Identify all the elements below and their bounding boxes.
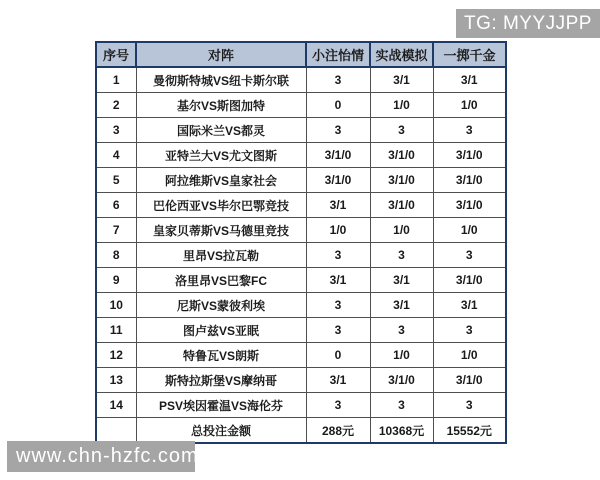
- cell-matchup: 皇家贝蒂斯VS马德里竞技: [136, 218, 306, 243]
- cell-big-bet: 3/1: [433, 67, 506, 93]
- cell-small-bet: 0: [306, 343, 370, 368]
- cell-index: 14: [96, 393, 136, 418]
- cell-matchup: 国际米兰VS都灵: [136, 118, 306, 143]
- cell-simulation: 3: [370, 243, 433, 268]
- table-row: [96, 243, 506, 268]
- cell-matchup: 尼斯VS蒙彼利埃: [136, 293, 306, 318]
- cell-small-bet: 3: [306, 243, 370, 268]
- cell-big-bet: 3/1: [433, 293, 506, 318]
- table-row: [96, 143, 506, 168]
- header-row: [96, 42, 506, 67]
- cell-index: 11: [96, 318, 136, 343]
- cell-matchup: 洛里昂VS巴黎FC: [136, 268, 306, 293]
- cell-index: 10: [96, 293, 136, 318]
- cell-simulation: 3/1/0: [370, 168, 433, 193]
- cell-matchup: 基尔VS斯图加特: [136, 93, 306, 118]
- cell-big-bet: 3/1/0: [433, 143, 506, 168]
- cell-index: 3: [96, 118, 136, 143]
- cell-big-bet: 3: [433, 243, 506, 268]
- header-big-bet: 一掷千金: [433, 42, 506, 67]
- cell-simulation: 1/0: [370, 218, 433, 243]
- table-row: [96, 118, 506, 143]
- cell-small-bet: 3/1/0: [306, 143, 370, 168]
- tg-watermark: TG: MYYJJPP: [456, 9, 600, 38]
- match-table-footer: [96, 418, 506, 444]
- totals-big-bet: 15552元: [433, 418, 506, 444]
- cell-simulation: 3/1/0: [370, 193, 433, 218]
- cell-simulation: 3/1/0: [370, 368, 433, 393]
- cell-big-bet: 1/0: [433, 218, 506, 243]
- cell-matchup: 图卢兹VS亚眠: [136, 318, 306, 343]
- totals-small-bet: 288元: [306, 418, 370, 444]
- cell-big-bet: 1/0: [433, 343, 506, 368]
- cell-small-bet: 1/0: [306, 218, 370, 243]
- cell-big-bet: 3/1/0: [433, 168, 506, 193]
- cell-matchup: 阿拉维斯VS皇家社会: [136, 168, 306, 193]
- cell-big-bet: 1/0: [433, 93, 506, 118]
- cell-simulation: 3: [370, 393, 433, 418]
- cell-simulation: 3: [370, 318, 433, 343]
- cell-small-bet: 3/1/0: [306, 168, 370, 193]
- cell-index: 6: [96, 193, 136, 218]
- cell-small-bet: 3: [306, 393, 370, 418]
- match-table: [95, 41, 507, 444]
- totals-empty-cell: [96, 418, 136, 444]
- cell-big-bet: 3: [433, 393, 506, 418]
- cell-index: 2: [96, 93, 136, 118]
- header-small-bet: 小注怡情: [306, 42, 370, 67]
- cell-small-bet: 3: [306, 118, 370, 143]
- site-watermark: www.chn-hzfc.com: [7, 441, 195, 472]
- table-row: [96, 293, 506, 318]
- cell-simulation: 3/1: [370, 293, 433, 318]
- cell-small-bet: 3: [306, 293, 370, 318]
- cell-small-bet: 3/1: [306, 268, 370, 293]
- cell-simulation: 3: [370, 118, 433, 143]
- table-row: [96, 318, 506, 343]
- match-table-container: [95, 41, 507, 444]
- cell-index: 12: [96, 343, 136, 368]
- table-row: [96, 368, 506, 393]
- header-index: 序号: [96, 42, 136, 67]
- totals-simulation: 10368元: [370, 418, 433, 444]
- cell-simulation: 1/0: [370, 343, 433, 368]
- cell-big-bet: 3: [433, 318, 506, 343]
- cell-simulation: 1/0: [370, 93, 433, 118]
- cell-simulation: 3/1: [370, 268, 433, 293]
- table-row: [96, 168, 506, 193]
- cell-matchup: PSV埃因霍温VS海伦芬: [136, 393, 306, 418]
- match-table-body: [96, 67, 506, 418]
- cell-matchup: 特鲁瓦VS朗斯: [136, 343, 306, 368]
- table-row: [96, 393, 506, 418]
- totals-row: [96, 418, 506, 444]
- table-row: [96, 67, 506, 93]
- header-matchup: 对阵: [136, 42, 306, 67]
- cell-index: 9: [96, 268, 136, 293]
- match-table-header: [96, 42, 506, 67]
- cell-matchup: 亚特兰大VS尤文图斯: [136, 143, 306, 168]
- cell-small-bet: 3: [306, 318, 370, 343]
- cell-index: 7: [96, 218, 136, 243]
- cell-big-bet: 3: [433, 118, 506, 143]
- cell-simulation: 3/1/0: [370, 143, 433, 168]
- cell-small-bet: 3/1: [306, 193, 370, 218]
- table-row: [96, 268, 506, 293]
- cell-matchup: 斯特拉斯堡VS摩纳哥: [136, 368, 306, 393]
- cell-index: 8: [96, 243, 136, 268]
- cell-small-bet: 0: [306, 93, 370, 118]
- table-row: [96, 218, 506, 243]
- table-row: [96, 93, 506, 118]
- cell-small-bet: 3/1: [306, 368, 370, 393]
- cell-matchup: 巴伦西亚VS毕尔巴鄂竞技: [136, 193, 306, 218]
- header-simulation: 实战模拟: [370, 42, 433, 67]
- totals-label: 总投注金额: [136, 418, 306, 444]
- cell-matchup: 里昂VS拉瓦勒: [136, 243, 306, 268]
- cell-index: 13: [96, 368, 136, 393]
- cell-big-bet: 3/1/0: [433, 268, 506, 293]
- cell-index: 1: [96, 67, 136, 93]
- cell-small-bet: 3: [306, 67, 370, 93]
- cell-index: 5: [96, 168, 136, 193]
- table-row: [96, 193, 506, 218]
- cell-index: 4: [96, 143, 136, 168]
- cell-big-bet: 3/1/0: [433, 368, 506, 393]
- cell-simulation: 3/1: [370, 67, 433, 93]
- cell-matchup: 曼彻斯特城VS纽卡斯尔联: [136, 67, 306, 93]
- table-row: [96, 343, 506, 368]
- cell-big-bet: 3/1/0: [433, 193, 506, 218]
